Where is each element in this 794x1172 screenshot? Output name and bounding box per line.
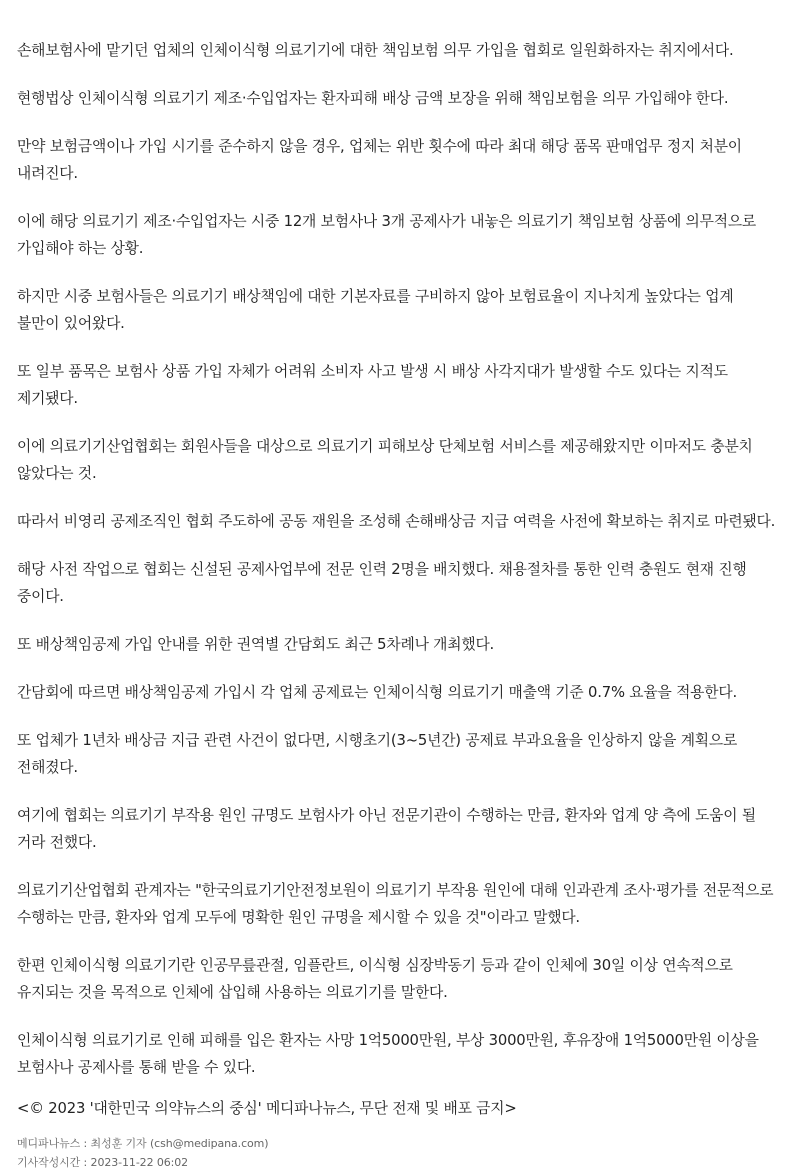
- article-timestamp: 기사작성시간 : 2023-11-22 06:02: [17, 1156, 189, 1169]
- article-paragraph: 인체이식형 의료기기로 인해 피해를 입은 환자는 사망 1억5000만원, 부상 3000만원, 후유장애 1억5000만원 이상을 보험사나 공제사를 통해 받을 수 있다.: [17, 1032, 759, 1076]
- article-paragraph: 현행법상 인체이식형 의료기기 제조·수입업자는 환자피해 배상 금액 보장을 위해 책임보험을 의무 가입해야 한다.: [17, 90, 729, 107]
- article-paragraph: 한편 인체이식형 의료기기란 인공무릎관절, 임플란트, 이식형 심장박동기 등과 같이 인체에 30일 이상 연속적으로 유지되는 것을 목적으로 인체에 삽입해 사용하는 의료기기를 말한다.: [17, 957, 733, 1001]
- article-paragraph: 따라서 비영리 공제조직인 협회 주도하에 공동 재원을 조성해 손해배상금 지급 여력을 사전에 확보하는 취지로 마련됐다.: [17, 513, 776, 530]
- article-paragraph: 여기에 협회는 의료기기 부작용 원인 규명도 보험사가 아닌 전문기관이 수행하는 만큼, 환자와 업계 양 측에 도움이 될 거라 전했다.: [17, 807, 756, 851]
- article-paragraph: 또 업체가 1년차 배상금 지급 관련 사건이 없다면, 시행초기(3~5년간) 공제료 부과요율을 인상하지 않을 계획으로 전해졌다.: [17, 732, 738, 776]
- article-body: [17, 37, 779, 1172]
- article-paragraph: 이에 해당 의료기기 제조·수입업자는 시중 12개 보험사나 3개 공제사가 내놓은 의료기기 책임보험 상품에 의무적으로 가입해야 하는 상황.: [17, 213, 757, 257]
- copyright-notice: <© 2023 '대한민국 의약뉴스의 중심' 메디파나뉴스, 무단 전재 및 배포 금지>: [17, 1100, 517, 1117]
- article-paragraph: 또 배상책임공제 가입 안내를 위한 권역별 간담회도 최근 5차례나 개최했다.: [17, 636, 495, 653]
- article-paragraph: 또 일부 품목은 보험사 상품 가입 자체가 어려워 소비자 사고 발생 시 배상 사각지대가 발생할 수도 있다는 지적도 제기됐다.: [17, 363, 728, 407]
- article-paragraph: 손해보험사에 맡기던 업체의 인체이식형 의료기기에 대한 책임보험 의무 가입을 협회로 일원화하자는 취지에서다.: [17, 42, 734, 59]
- article-paragraph: 의료기기산업협회 관계자는 "한국의료기기안전정보원이 의료기기 부작용 원인에 대해 인과관계 조사·평가를 전문적으로 수행하는 만큼, 환자와 업계 모두에 명확한 원인 규명을 제시할 수 있을 것"이라고 말했다.: [17, 882, 774, 926]
- article-byline: 메디파나뉴스 : 최성훈 기자 (csh@medipana.com): [17, 1137, 269, 1150]
- article-paragraph: 하지만 시중 보험사들은 의료기기 배상책임에 대한 기본자료를 구비하지 않아 보험료율이 지나치게 높았다는 업계 불만이 있어왔다.: [17, 288, 734, 332]
- article-paragraph: 해당 사전 작업으로 협회는 신설된 공제사업부에 전문 인력 2명을 배치했다. 채용절차를 통한 인력 충원도 현재 진행 중이다.: [17, 561, 747, 605]
- article-paragraph: 만약 보험금액이나 가입 시기를 준수하지 않을 경우, 업체는 위반 횟수에 따라 최대 해당 품목 판매업무 정지 처분이 내려진다.: [17, 138, 742, 182]
- article-paragraph: 이에 의료기기산업협회는 회원사들을 대상으로 의료기기 피해보상 단체보험 서비스를 제공해왔지만 이마저도 충분치 않았다는 것.: [17, 438, 753, 482]
- article-paragraph: 간담회에 따르면 배상책임공제 가입시 각 업체 공제료는 인체이식형 의료기기 매출액 기준 0.7% 요율을 적용한다.: [17, 684, 737, 701]
